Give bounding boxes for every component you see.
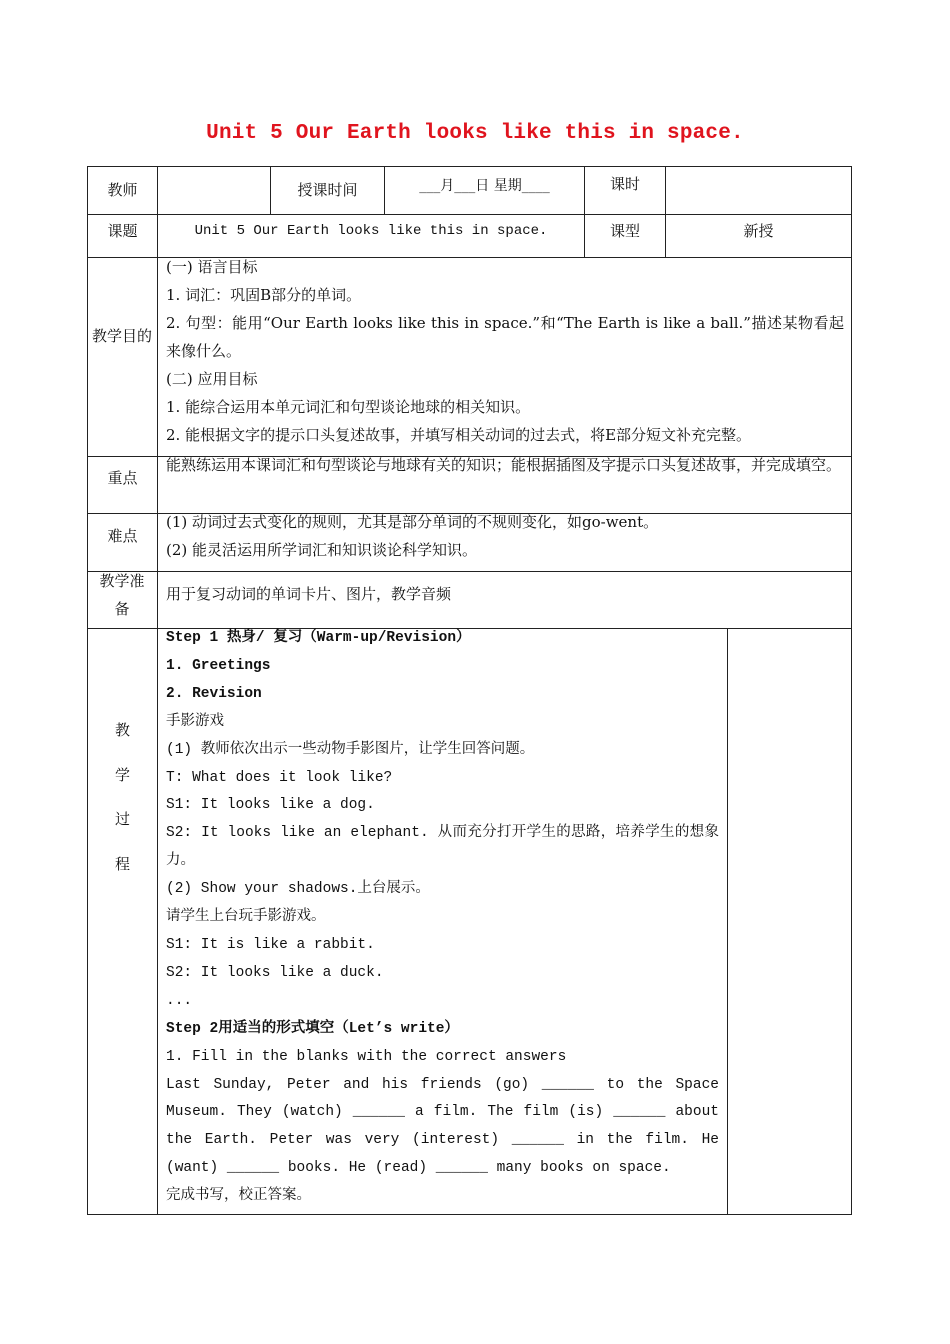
topic-label: 课题 [107, 222, 138, 240]
key-points-label: 重点 [107, 469, 138, 487]
dialogue-line: S2: It looks like a duck. [166, 964, 384, 981]
lesson-type-label: 课型 [609, 222, 640, 240]
dialogue-line: T: What does it look like? [166, 769, 393, 786]
greetings: 1. Greetings [166, 657, 271, 674]
objectives-content [166, 253, 844, 449]
dialogue-line: S1: It looks like a dog. [166, 797, 375, 814]
process-content [166, 625, 719, 1211]
process-line: (2) Show your shadows.上台展示。 [166, 881, 430, 898]
teacher-label: 教师 [107, 181, 138, 199]
key-points-text: 能熟练运用本课词汇和句型谈论与地球有关的知识；能根据插图及字提示口头复述故事，并完成填空。 [166, 456, 842, 474]
document-title: Unit 5 Our Earth looks like this in space. [206, 122, 744, 145]
objectives-line: 1. 能综合运用本单元词汇和句型谈论地球的相关知识。 [166, 398, 531, 416]
step2-title: Step 2用适当的形式填空（Let’s write） [166, 1020, 459, 1037]
difficulties-line: (2) 能灵活运用所学词汇和知识谈论科学知识。 [166, 541, 478, 559]
objectives-line: (一) 语言目标 [166, 258, 258, 276]
step1-title: Step 1 热身/ 复习（Warm-up/Revision） [166, 630, 471, 646]
lesson-date-value: ___月___日 星期____ [419, 178, 550, 194]
difficulties-line: (1) 动词过去式变化的规则，尤其是部分单词的不规则变化，如go-went。 [166, 513, 659, 531]
revision: 2. Revision [166, 685, 262, 702]
preparation-text: 用于复习动词的单词卡片、图片，教学音频 [166, 585, 452, 603]
lesson-type-value: 新授 [743, 222, 774, 240]
process-label [88, 708, 157, 886]
table-border-right [851, 166, 852, 1215]
process-label-char: 过 [114, 810, 130, 828]
process-label-char: 程 [114, 854, 130, 873]
fill-passage: Last Sunday, Peter and his friends (go) ______ to the Space Museum. They (watch) ______ a film. The film (is) ______ about the Earth. Peter was very (interest) ______ in the film. He (want) ______ books. He (read) ______ many books on space. [166, 1076, 719, 1177]
process-line: (1) 教师依次出示一些动物手影图片，让学生回答问题。 [166, 741, 535, 758]
table-border-bottom [87, 1214, 852, 1215]
objectives-line: 2. 句型：能用“Our Earth looks like this in space.”和“The Earth is like a ball.”描述某物看起来像什么。 [166, 314, 844, 360]
difficulties-label: 难点 [107, 527, 138, 545]
game-title: 手影游戏 [166, 713, 224, 730]
dialogue-line: S1: It is like a rabbit. [166, 936, 375, 953]
row-divider [87, 571, 852, 572]
process-label-char: 学 [114, 765, 130, 784]
period-label: 课时 [609, 175, 640, 193]
process-line: 完成书写，校正答案。 [166, 1188, 311, 1205]
preparation-label: 教学准备 [99, 572, 145, 618]
lesson-time-label: 授课时间 [297, 181, 358, 199]
objectives-line: 1. 词汇：巩固B部分的单词。 [166, 286, 362, 304]
difficulties-content [166, 508, 844, 564]
objectives-label: 教学目的 [92, 327, 153, 345]
process-line: 请学生上台玩手影游戏。 [166, 909, 326, 926]
column-divider [727, 628, 728, 1215]
table-border-top [87, 166, 852, 167]
table-border-left [87, 166, 88, 1215]
topic-value: Unit 5 Our Earth looks like this in space. [194, 223, 548, 239]
dialogue-line: S2: It looks like an elephant. 从而充分打开学生的思路，培养学生的想象力。 [166, 825, 719, 870]
process-label-char: 教 [114, 721, 130, 739]
ellipsis: ... [166, 992, 193, 1009]
column-divider [157, 166, 158, 1215]
objectives-line: (二) 应用目标 [166, 370, 258, 388]
fill-instruction: 1. Fill in the blanks with the correct answers [166, 1048, 567, 1065]
objectives-line: 2. 能根据文字的提示口头复述故事，并填写相关动词的过去式，将E部分短文补充完整。 [166, 426, 752, 444]
row-divider [87, 214, 852, 215]
